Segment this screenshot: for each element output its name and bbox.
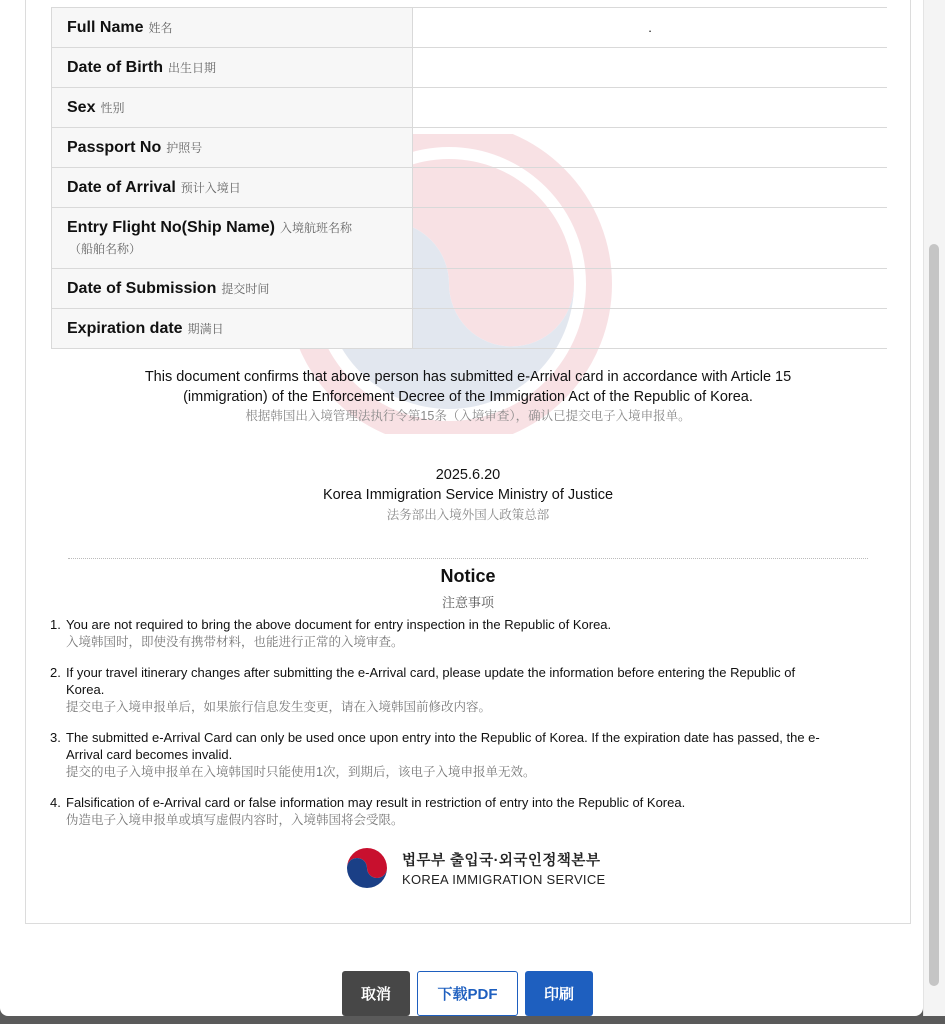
issue-block [26,465,910,525]
arrival-certificate-document [25,0,911,924]
field-label: Sex [67,98,96,116]
field-value [413,168,888,208]
notice-subtitle: 注意事项 [441,595,494,610]
notice-text: If your travel itinerary changes after submitting the e-Arrival card, please update the information before entering the Republic of Korea. [66,665,796,697]
notice-item [50,616,830,651]
notice-text-cn: 提交的电子入境申报单在入境韩国时只能使用1次，到期后，该电子入境申报单无效。 [66,765,536,779]
field-row-date-of-arrival [52,168,888,208]
field-label: Expiration date [67,319,183,337]
field-label-cn: 性别 [100,100,125,115]
field-label-cn: 提交时间 [221,281,270,296]
notice-text: Falsification of e-Arrival card or false information may result in restriction of entry into the Republic of Korea. [66,795,686,810]
notice-item [50,729,830,781]
notice-number: 4. [50,795,61,810]
field-value: . [413,8,888,48]
confirmation-statement [26,367,910,425]
field-label: Passport No [67,138,162,156]
taegeuk-emblem-icon [344,845,390,891]
field-label: Date of Birth [67,58,163,76]
applicant-info-table [51,7,887,349]
field-value [413,208,888,269]
field-row-entry-flight-no [52,208,888,269]
field-value [413,309,888,349]
divider [68,558,868,559]
notice-text-cn: 伪造电子入境申报单或填写虚假内容时，入境韩国将会受限。 [66,813,404,827]
confirmation-line-2: (immigration) of the Enforcement Decree of the Immigration Act of the Republic of Korea. [183,389,753,405]
field-row-full-name [52,8,888,48]
notice-number: 1. [50,617,61,632]
issue-date: 2025.6.20 [435,467,501,483]
scrollbar-thumb[interactable] [929,244,939,986]
notice-number: 3. [50,730,61,745]
notice-item [50,794,830,829]
field-label: Date of Submission [67,279,217,297]
field-label-cn: 护照号 [166,140,203,155]
download-pdf-button[interactable]: 下载PDF [417,971,518,1016]
field-label-cn: 预计入境日 [180,180,241,195]
confirmation-cn: 根据韩国出入境管理法执行令第15条（入境审查），确认已提交电子入境申报单。 [245,409,691,423]
issuer-name-cn: 法务部出入境外国人政策总部 [386,508,550,522]
notice-number: 2. [50,665,61,680]
notice-text: You are not required to bring the above document for entry inspection in the Republic of Korea. [66,617,612,632]
field-row-passport-no [52,128,888,168]
notice-list [50,616,830,842]
logo-english-text: KOREA IMMIGRATION SERVICE [402,872,606,887]
field-label: Entry Flight No(Ship Name) [67,219,275,236]
field-value [413,269,888,309]
field-label-cn: 期满日 [187,321,224,336]
field-label-cn-ship: （船舶名称） [69,242,142,256]
field-label-cn: 入境航班名称 [280,221,353,235]
field-label: Date of Arrival [67,178,176,196]
notice-text-cn: 入境韩国时，即使没有携带材料，也能进行正常的入境审查。 [66,635,404,649]
print-button[interactable]: 印刷 [525,971,593,1016]
field-label-cn: 出生日期 [168,60,217,75]
korea-immigration-logo [344,845,606,891]
notice-text: The submitted e-Arrival Card can only be used once upon entry into the Republic of Korea. If the expiration date has passed, the e-Arrival card becomes invalid. [66,730,820,762]
field-label-cn: 姓名 [148,20,173,35]
field-value [413,88,888,128]
field-row-sex [52,88,888,128]
field-row-date-of-submission [52,269,888,309]
field-row-expiration-date [52,309,888,349]
notice-item [50,664,830,716]
confirmation-line-1: This document confirms that above person has submitted e-Arrival card in accordance with Article 15 [144,369,792,385]
issuer-name: Korea Immigration Service Ministry of Justice [322,487,614,503]
cancel-button[interactable]: 取消 [342,971,410,1016]
field-value [413,48,888,88]
field-value [413,128,888,168]
field-label: Full Name [67,18,144,36]
notice-text-cn: 提交电子入境申报单后，如果旅行信息发生变更，请在入境韩国前修改内容。 [66,700,492,714]
notice-title: Notice [440,566,496,586]
logo-korean-text: 법무부 출입국·외국인정책본부 [402,853,601,869]
field-row-date-of-birth [52,48,888,88]
